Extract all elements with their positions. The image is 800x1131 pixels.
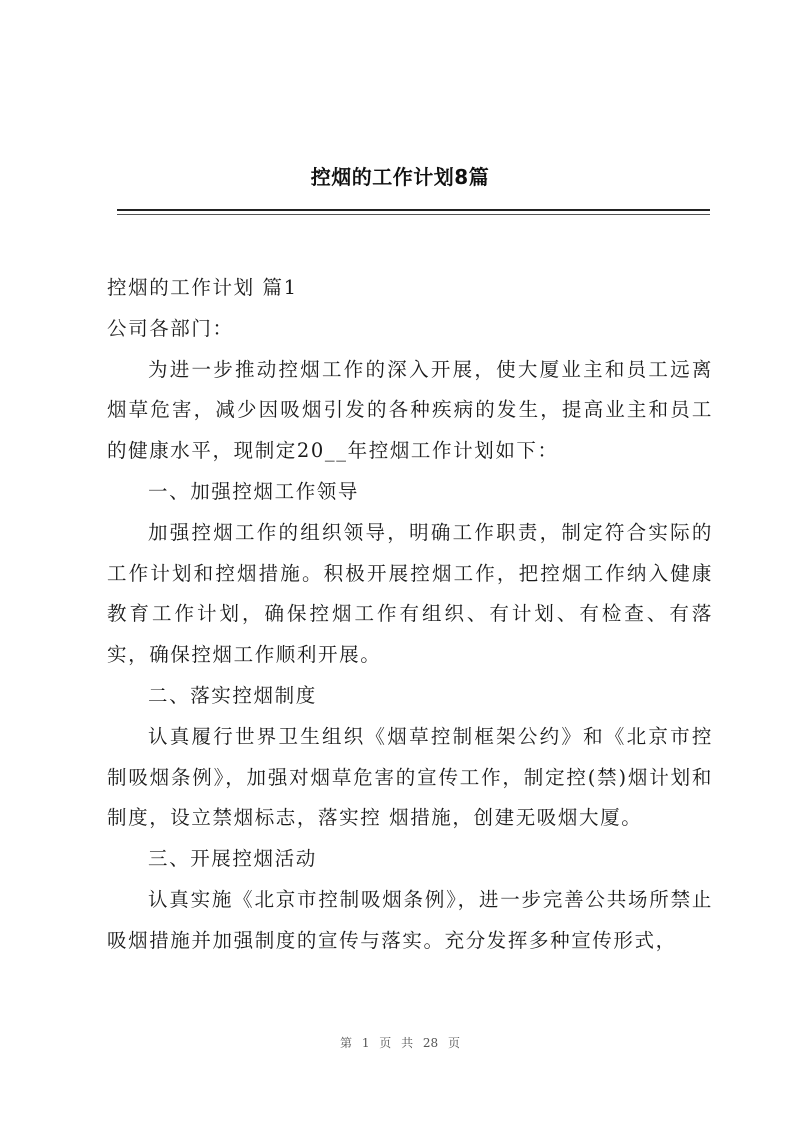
document-body [107, 268, 713, 962]
document-title: 控烟的工作计划8篇 [310, 165, 490, 189]
paragraph: 加强控烟工作的组织领导，明确工作职责，制定符合实际的工作计划和控烟措施。积极开展控烟工作，把控烟工作纳入健康教育工作计划，确保控烟工作有组织、有计划、有检查、有落实，确保控烟工作顺利开展。 [107, 520, 713, 667]
section-heading: 控烟的工作计划 篇1 [107, 276, 298, 299]
paragraph: 认真实施《北京市控制吸烟条例》，进一步完善公共场所禁止吸烟措施并加强制度的宣传与落实。充分发挥多种宣传形式， [107, 887, 713, 952]
paragraph: 为进一步推动控烟工作的深入开展，使大厦业主和员工远离烟草危害，减少因吸烟引发的各种疾病的发生，提高业主和员工的健康水平，现制定20__年控烟工作计划如下： [107, 357, 713, 463]
subheading: 一、加强控烟工作领导 [148, 479, 360, 503]
title-rule [117, 209, 710, 211]
salutation: 公司各部门： [107, 316, 234, 340]
title-rule-thin [117, 214, 710, 215]
subheading: 二、落实控烟制度 [148, 683, 317, 707]
subheading: 三、开展控烟活动 [148, 847, 317, 871]
page-number: 第 1 页 共 28 页 [340, 1036, 460, 1050]
paragraph: 认真履行世界卫生组织《烟草控制框架公约》和《北京市控制吸烟条例》，加强对烟草危害的宣传工作，制定控(禁)烟计划和制度，设立禁烟标志，落实控 烟措施，创建无吸烟大厦。 [107, 724, 713, 830]
